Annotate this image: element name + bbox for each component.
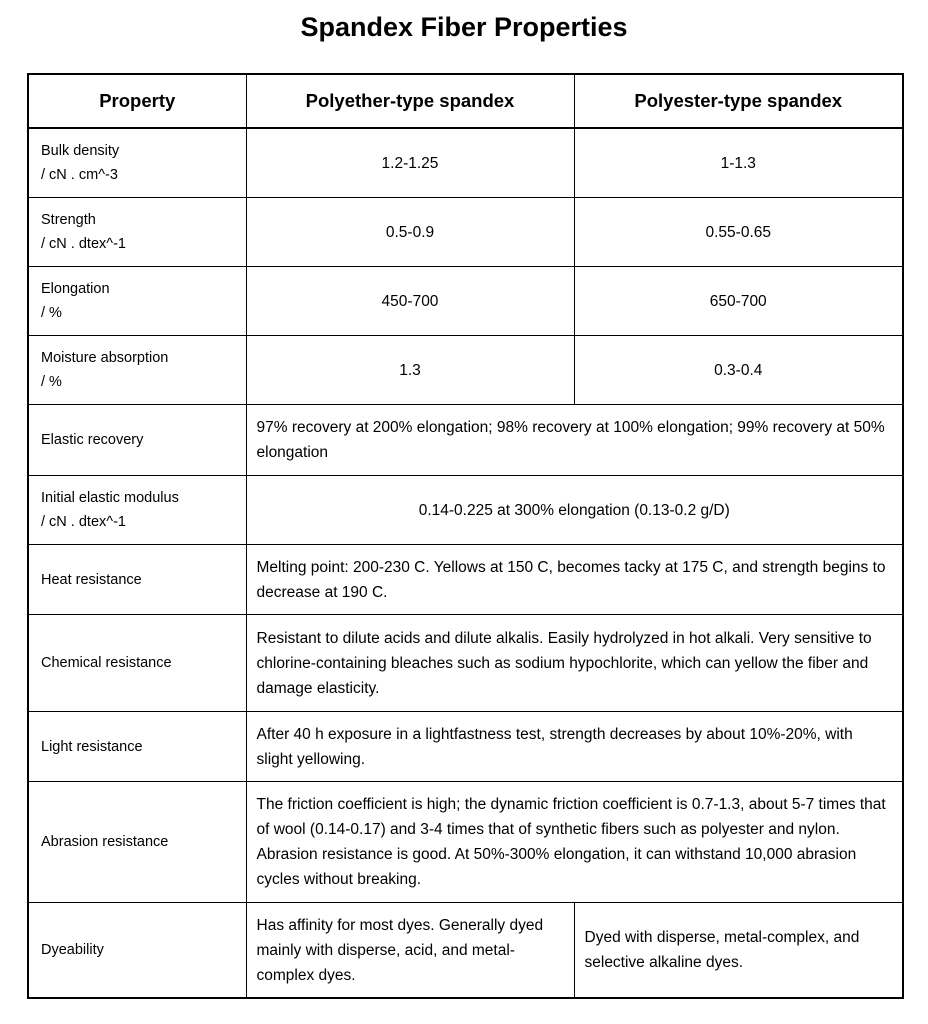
table-row <box>28 476 903 545</box>
property-unit: / cN . dtex^-1 <box>41 236 126 252</box>
combined-value: 97% recovery at 200% elongation; 98% recovery at 100% elongation; 99% recovery at 50% elongation <box>246 405 903 476</box>
property-name: Dyeability <box>28 903 246 999</box>
polyether-value: 450-700 <box>246 267 574 336</box>
header-row <box>28 74 903 128</box>
combined-value: The friction coefficient is high; the dynamic friction coefficient is 0.7-1.3, about 5-7 times that of wool (0.14-0.17) and 3-4 times that of synthetic fibers such as polyester and nylon. Abrasion resistance is good. At 50%-300% elongation, it can withstand 10,000 abrasion cycles without breaking. <box>246 782 903 903</box>
table-row <box>28 545 903 615</box>
header-property: Property <box>28 74 246 128</box>
polyester-value: 0.3-0.4 <box>574 336 903 405</box>
polyether-value: 1.2-1.25 <box>246 128 574 198</box>
property-name: Bulk density <box>41 143 120 159</box>
combined-value: Resistant to dilute acids and dilute alkalis. Easily hydrolyzed in hot alkali. Very sensitive to chlorine-containing bleaches such as sodium hypochlorite, which can yellow the fiber and damage elasticity. <box>246 615 903 712</box>
property-unit: / % <box>41 374 62 390</box>
property-name: Abrasion resistance <box>28 782 246 903</box>
property-cell <box>28 267 246 336</box>
property-cell <box>28 476 246 545</box>
polyester-value: Dyed with disperse, metal-complex, and selective alkaline dyes. <box>574 903 903 999</box>
property-cell <box>28 128 246 198</box>
combined-value: 0.14-0.225 at 300% elongation (0.13-0.2 g/D) <box>246 476 903 545</box>
polyester-value: 0.55-0.65 <box>574 198 903 267</box>
polyester-value: 650-700 <box>574 267 903 336</box>
property-name: Elastic recovery <box>28 405 246 476</box>
polyester-value: 1-1.3 <box>574 128 903 198</box>
table-row <box>28 782 903 903</box>
property-name: Light resistance <box>28 712 246 782</box>
table-row <box>28 712 903 782</box>
properties-table <box>27 73 904 999</box>
property-name: Heat resistance <box>28 545 246 615</box>
property-unit: / cN . dtex^-1 <box>41 514 126 530</box>
property-cell <box>28 198 246 267</box>
table-row <box>28 903 903 999</box>
property-cell <box>28 336 246 405</box>
table-row <box>28 267 903 336</box>
polyether-value: Has affinity for most dyes. Generally dyed mainly with disperse, acid, and metal-complex dyes. <box>246 903 574 999</box>
combined-value: Melting point: 200-230 C. Yellows at 150 C, becomes tacky at 175 C, and strength begins to decrease at 190 C. <box>246 545 903 615</box>
table-row <box>28 405 903 476</box>
table-row <box>28 336 903 405</box>
page-title: Spandex Fiber Properties <box>300 12 628 42</box>
table-row <box>28 128 903 198</box>
property-name: Strength <box>41 212 96 228</box>
property-unit: / % <box>41 305 62 321</box>
table-row <box>28 198 903 267</box>
combined-value: After 40 h exposure in a lightfastness test, strength decreases by about 10%-20%, with slight yellowing. <box>246 712 903 782</box>
property-name: Elongation <box>41 281 110 297</box>
property-name: Moisture absorption <box>41 350 169 366</box>
polyether-value: 0.5-0.9 <box>246 198 574 267</box>
property-name: Chemical resistance <box>28 615 246 712</box>
property-name: Initial elastic modulus <box>41 490 179 506</box>
polyether-value: 1.3 <box>246 336 574 405</box>
table-row <box>28 615 903 712</box>
header-polyester: Polyester-type spandex <box>574 74 903 128</box>
header-polyether: Polyether-type spandex <box>246 74 574 128</box>
property-unit: / cN . cm^-3 <box>41 167 118 183</box>
